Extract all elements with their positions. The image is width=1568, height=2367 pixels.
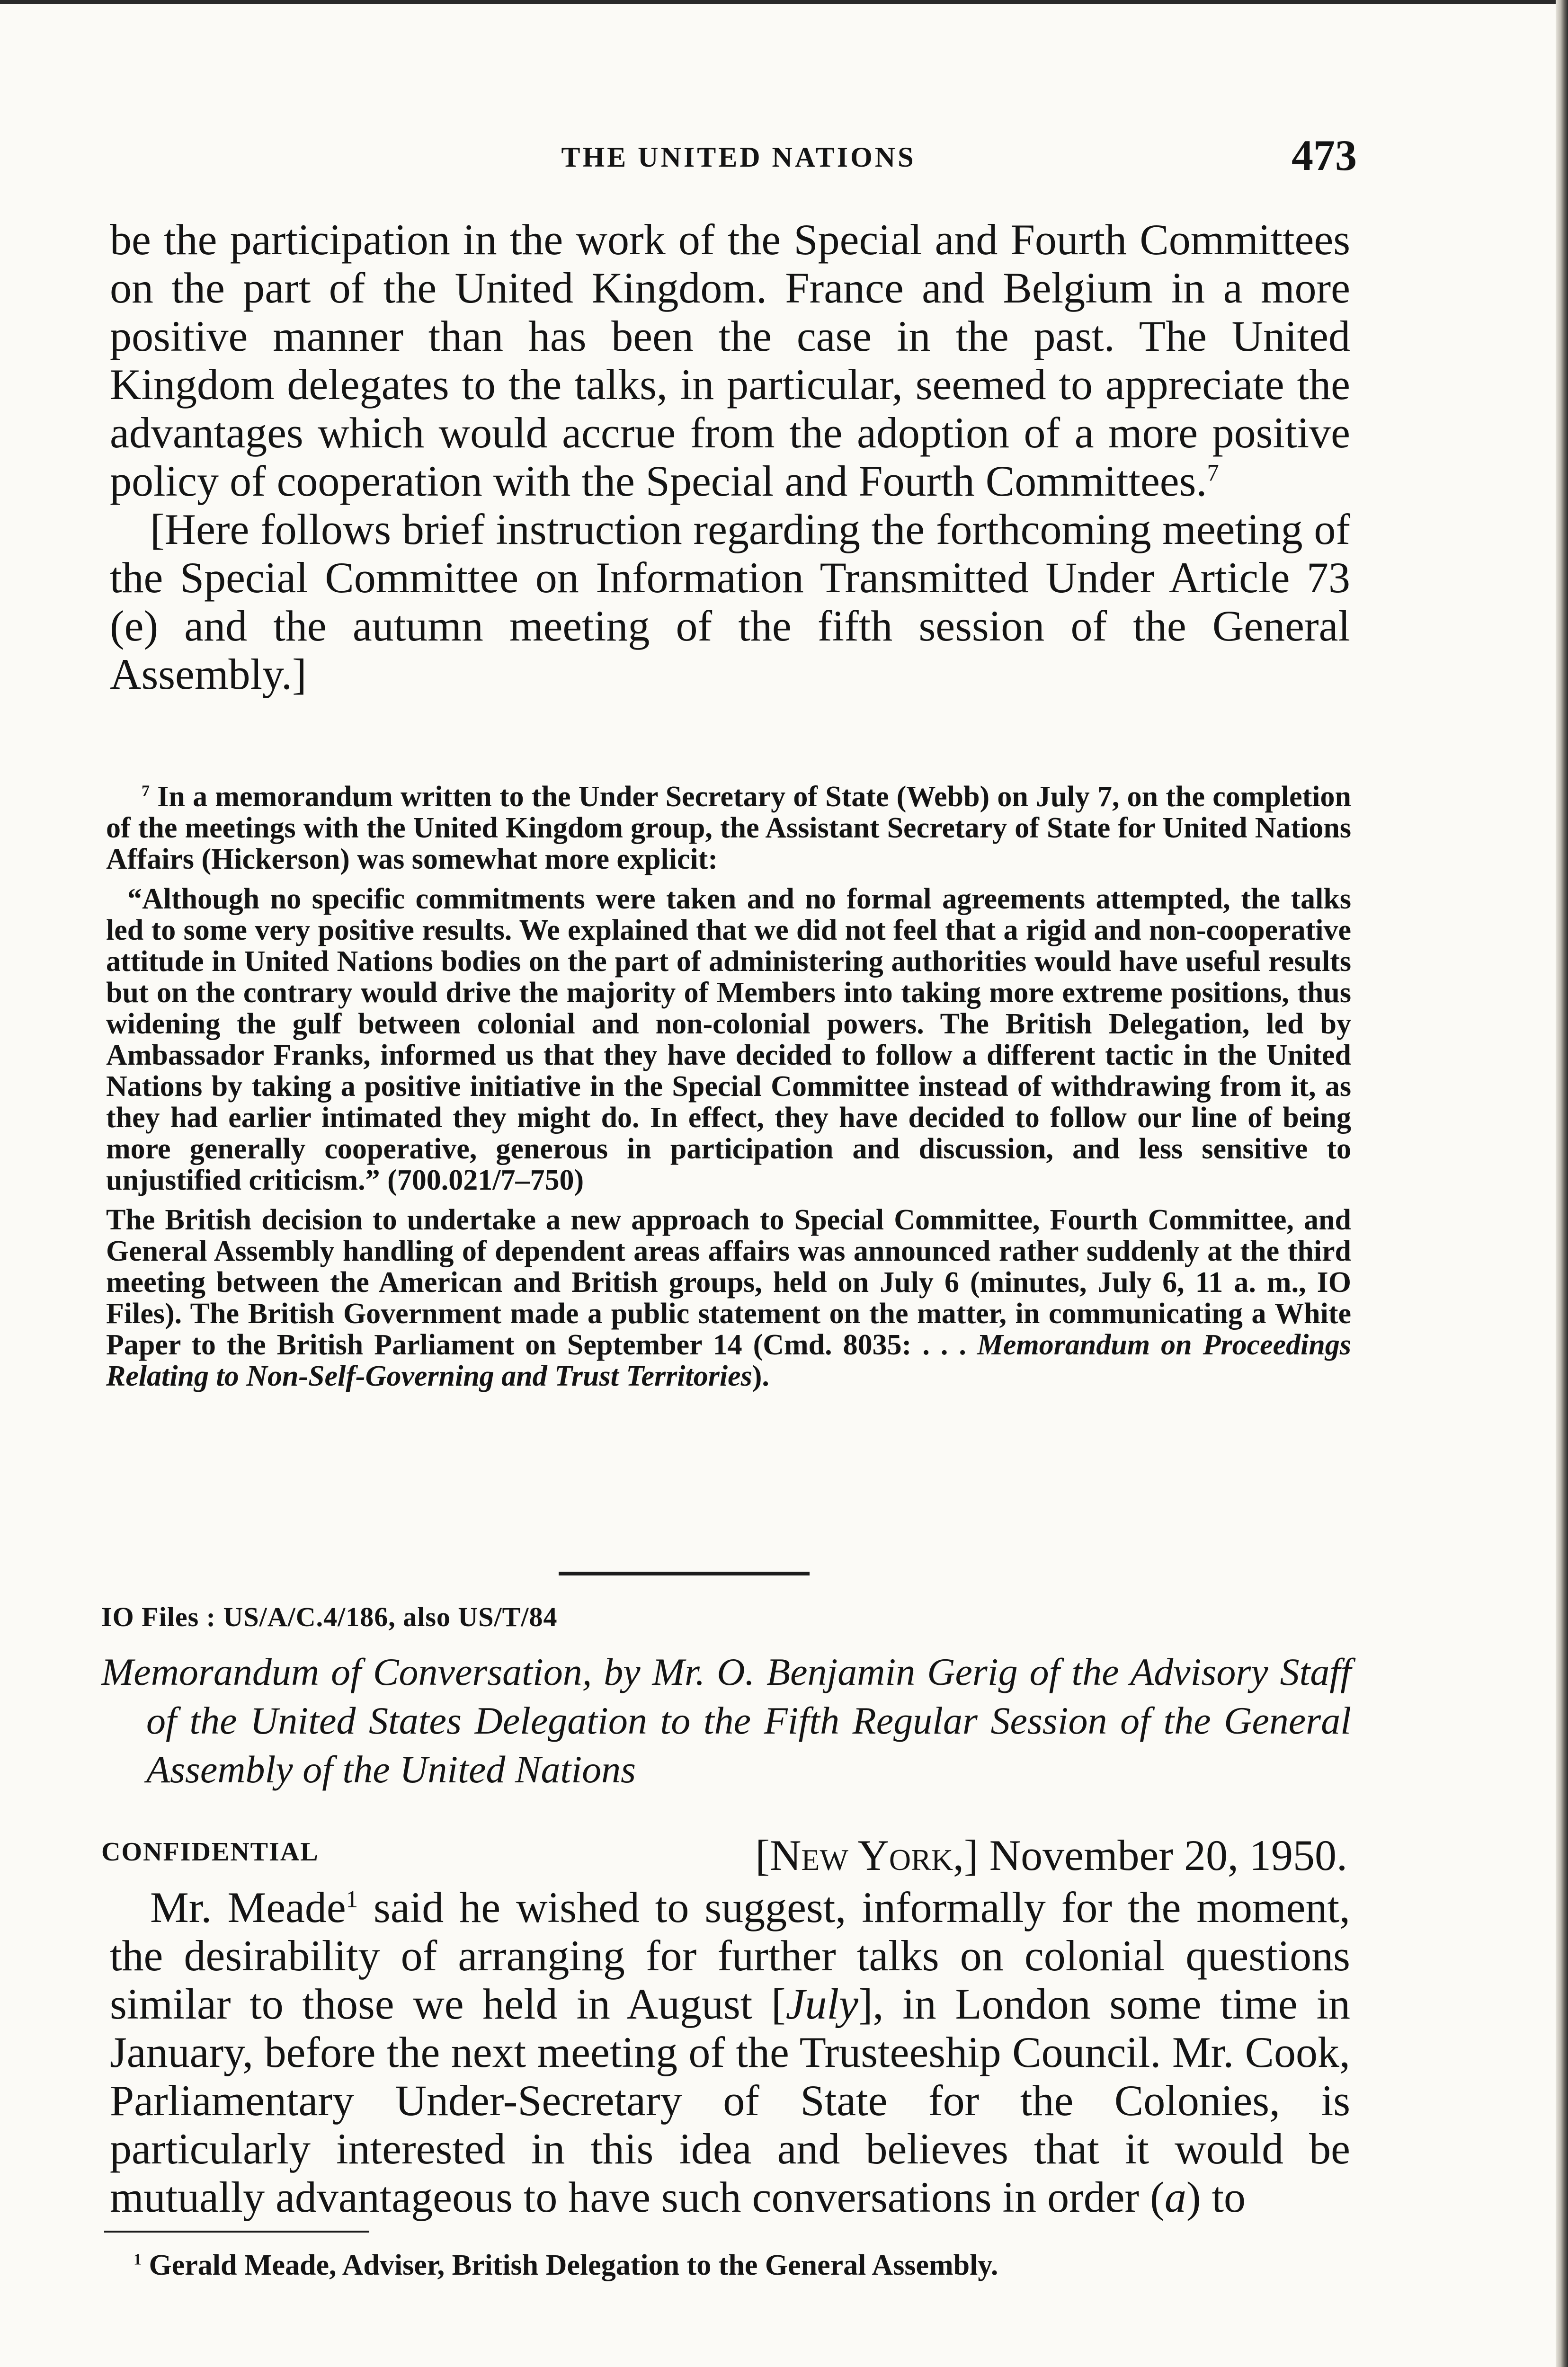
footnote-7-continuation bbox=[106, 1204, 1351, 1392]
page-right-edge bbox=[1556, 0, 1568, 2367]
footnote-7-quote: “Although no specific commitments were taken and no formal agreements attempted, the talks led to some very positive results. We explained that we did not feel that a rigid and non-cooperative attitude in United Nations bodies on the part of administering authorities would have useful results but on the contrary would drive the majority of Members into taking more extreme positions, thus widening the gulf between colonial and non-colonial powers. The British Delegation, led by Ambassador Franks, informed us that they have decided to follow a different tactic in the United Nations by taking a positive initiative in the Special Committee instead of withdrawing from it, as they had earlier intimated they might do. In effect, they have decided to follow our line of being more generally cooperative, generous in participation and discussion, and less sensitive to unjustified criticism.” (700.021/7–750) bbox=[106, 883, 1351, 1196]
memo-italic-a: a bbox=[1164, 2173, 1186, 2221]
footnote-7-marker: 7 bbox=[142, 782, 150, 800]
footnote-7-continuation-text: The British decision to undertake a new approach to Special Committee, Fourth Committee, and General Assembly handling of dependent areas affairs was announced rather suddenly at the third meeting between the American and British groups, held on July 6 (minutes, July 6, 11 a. m., IO Files). The British Government made a public statement on the matter, in communicating a White Paper to the British Parliament on September 14 (Cmd. 8035: . . . bbox=[106, 1204, 1351, 1361]
editorial-note: [Here follows brief instruction regarding the forthcoming meeting of the Special Committee on Information Transmitted Under Article 73 (e) and the autumn meeting of the fifth session of the General Assembly.] bbox=[110, 505, 1350, 698]
footnote-1 bbox=[134, 2249, 998, 2282]
page-number: 473 bbox=[1292, 131, 1357, 179]
body-text-memo bbox=[110, 1883, 1350, 2221]
document-title-text: Memorandum of Conversation, by Mr. O. Benjamin Gerig of the Advisory Staff of the United States Delegation to the Fifth Regular Session of the General Assembly of the United Nations bbox=[101, 1650, 1351, 1791]
footnote-1-marker: 1 bbox=[134, 2251, 142, 2269]
continuation-paragraph bbox=[110, 215, 1350, 505]
footnote-7-intro bbox=[106, 781, 1351, 875]
memo-paragraph bbox=[110, 1883, 1350, 2221]
date: November 20, 1950. bbox=[989, 1831, 1347, 1879]
running-head: THE UNITED NATIONS bbox=[561, 142, 916, 173]
footnote-rule bbox=[104, 2231, 369, 2233]
memo-text-1: Mr. Meade bbox=[150, 1883, 346, 1931]
footnote-7 bbox=[106, 781, 1351, 1392]
classification-label: CONFIDENTIAL bbox=[101, 1837, 319, 1867]
place: [New York,] bbox=[755, 1831, 979, 1879]
source-line: IO Files : US/A/C.4/186, also US/T/84 bbox=[101, 1602, 558, 1632]
memo-text-2: said he wished to suggest, informally for the moment, the desirability of arranging for further talks on colonial questions similar to those we held in August [ bbox=[110, 1883, 1351, 2028]
footnote-ref-1: 1 bbox=[346, 1886, 358, 1913]
memo-text-3: ], in London some time in January, before the next meeting of the Trusteeship Council. Mr. Cook, Parliamentary Under-Secretary of State for the Colonies, is particularly interested in this idea and believes that it would be mutually advantageous to have such conversations in order ( bbox=[110, 1980, 1350, 2221]
document-title bbox=[101, 1647, 1351, 1794]
memo-text-4: ) to bbox=[1186, 2173, 1246, 2221]
page-top-edge bbox=[0, 0, 1568, 4]
body-text-top bbox=[110, 215, 1350, 698]
footnote-1-text: Gerald Meade, Adviser, British Delegation to the General Assembly. bbox=[149, 2249, 998, 2281]
footnote-ref-7: 7 bbox=[1207, 459, 1219, 486]
footnote-7-tail: ). bbox=[752, 1360, 769, 1392]
footnote-7-intro-text: In a memorandum written to the Under Secretary of State (Webb) on July 7, on the completion of the meetings with the United Kingdom group, the Assistant Secretary of State for United Nations Affairs (Hickerson) was somewhat more explicit: bbox=[106, 781, 1351, 875]
memo-italic-july: July bbox=[785, 1980, 858, 2028]
section-divider bbox=[559, 1572, 810, 1575]
continuation-text: be the participation in the work of the Special and Fourth Committees on the part of the United Kingdom. France and Belgium in a more positive manner than has been the case in the past. The United Kingdom delegates to the talks, in particular, seemed to appreciate the advantages which would accrue from the adoption of a more positive policy of cooperation with the Special and Fourth Committees. bbox=[110, 215, 1350, 505]
place-date-line bbox=[755, 1830, 1347, 1880]
white-paper-title: Memorandum on Proceedings Relating to Non-Self-Governing and Trust Territories bbox=[106, 1329, 1352, 1392]
